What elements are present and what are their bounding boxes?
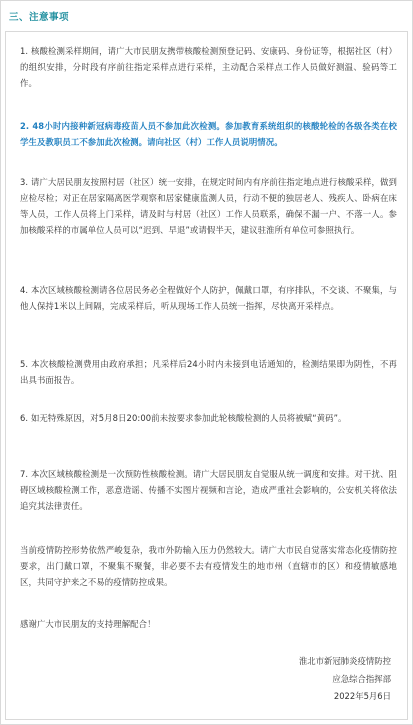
notice-item-3: 3. 请广大居民朋友按照村居（社区）统一安排，在规定时间内有序前往指定地点进行核酸采样，做到应检尽检；对正在居家隔离医学观察和居家健康监测人员，行动不便的独居老人、残疾人、卧病在床等人员，工作人员将上门采样，请及时与村居（社区）工作人员联系，确保不漏一户、不落一人。参加核酸采样的市属单位人员可以“迟到、早退”或请假半天，建议驻淮所有单位可参照执行。 [20, 177, 397, 235]
notice-item-4: 4. 本次区域核酸检测请各位居民务必全程做好个人防护，佩戴口罩，有序排队，不交谈、不聚集，与他人保持1米以上间隔，完成采样后，听从现场工作人员统一指挥，尽快离开采样点。 [20, 285, 397, 311]
closing-paragraph: 当前疫情防控形势依然严峻复杂，我市外防输入压力仍然较大。请广大市民自觉落实常态化疫情防控要求，出门戴口罩，不聚集不聚餐，非必要不去有疫情发生的地市州（直辖市的区）和疫情敏感地区，共同守护来之不易的疫情防控成果。 [20, 545, 397, 587]
signature-org: 淮北市新冠肺炎疫情防控 [298, 656, 391, 666]
notice-item-5: 5. 本次核酸检测费用由政府承担；凡采样后24小时内未接到电话通知的，检测结果即为阴性，不再出具书面报告。 [20, 359, 397, 385]
notice-panel [5, 31, 408, 720]
notice-item-6: 6. 如无特殊原因，对5月8日20:00前未按要求参加此轮核酸检测的人员将被赋“黄码”。 [20, 413, 347, 423]
notice-item-7: 7. 本次区域核酸检测是一次预防性核酸检测。请广大居民朋友自觉服从统一调度和安排。对干扰、阻碍区域核酸检测工作，恶意造谣、传播不实图片视频和言论，造成严重社会影响的，公安机关将依法追究其法律责任。 [20, 469, 397, 511]
notice-item-2-highlight: 2. 48小时内接种新冠病毒疫苗人员不参加此次检测。参加教育系统组织的核酸轮检的各级各类在校学生及教职员工不参加此次检测。请向社区（村）工作人员说明情况。 [20, 121, 397, 147]
section-title: 三、注意事项 [9, 12, 70, 23]
signature-dept: 应急综合指挥部 [332, 674, 391, 684]
signature-date: 2022年5月6日 [333, 691, 391, 701]
thanks-line: 感谢广大市民朋友的支持理解配合！ [20, 619, 156, 629]
notice-item-1: 1. 核酸检测采样期间，请广大市民朋友携带核酸检测预登记码、安康码、身份证等，根据社区（村）的组织安排，分时段有序前往指定采样点进行采样，主动配合采样点工作人员做好测温、验码等工作。 [20, 46, 397, 88]
